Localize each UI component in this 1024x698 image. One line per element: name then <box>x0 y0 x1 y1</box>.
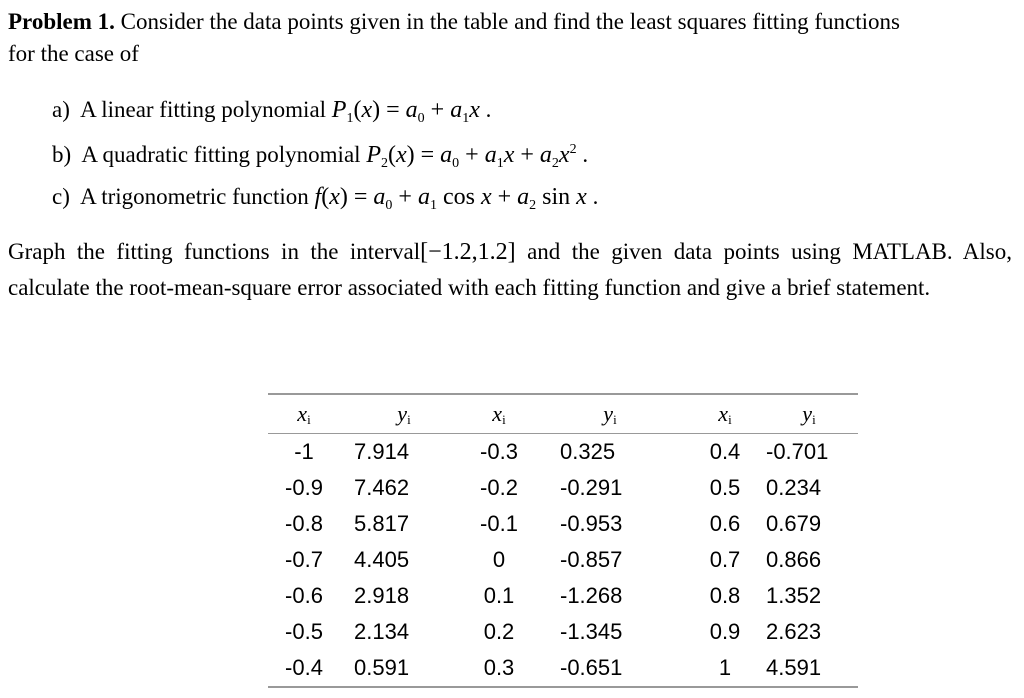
cell-y: 4.405 <box>354 547 410 572</box>
cell-y: 0.866 <box>766 547 822 572</box>
table-row <box>268 434 858 471</box>
cell-y: 2.623 <box>766 619 822 644</box>
table-header-row <box>268 394 858 434</box>
problem-label: Problem 1. <box>8 9 115 34</box>
interval: [−1.2,1.2] <box>420 239 516 265</box>
cell-y: 0.325 <box>560 439 616 464</box>
problem-intro: Consider the data points given in the table and find the least squares fitting functions <box>114 9 900 34</box>
item-a-marker: a) <box>52 97 70 122</box>
cell-y: -0.291 <box>560 475 623 500</box>
cell-x: -0.2 <box>480 475 518 500</box>
cell-y: 0.591 <box>354 655 410 680</box>
problem-statement-line2: for the case of <box>8 41 139 66</box>
cell-x: 0.5 <box>709 475 741 500</box>
cell-x: -0.6 <box>285 583 323 608</box>
cell-x: -0.7 <box>285 547 323 572</box>
cell-y: 0.234 <box>766 475 822 500</box>
cell-y: -0.701 <box>766 439 829 464</box>
cell-y: -0.953 <box>560 511 623 536</box>
table-row <box>268 470 858 506</box>
cell-x: 0.4 <box>709 439 741 464</box>
cell-y: 7.914 <box>354 439 410 464</box>
table-row <box>268 578 858 614</box>
header-y-1: yi <box>397 400 411 427</box>
cell-y: 1.352 <box>766 583 822 608</box>
header-x-2: xi <box>492 400 506 427</box>
table-row <box>268 542 858 578</box>
cell-x: 0.3 <box>483 655 515 680</box>
cell-x: 0 <box>492 547 506 572</box>
header-x-1: xi <box>297 400 311 427</box>
item-b-formula: $P_2(x) = a_0 + a_1x + a_2x^2$ <box>366 142 577 171</box>
cell-x: -1 <box>294 439 314 464</box>
table-row <box>268 650 858 687</box>
cell-x: -0.1 <box>480 511 518 536</box>
item-a: a) A linear fitting polynomial $P_1(x) = a_0 + a_1x$ . <box>52 97 492 126</box>
cell-y: -1.345 <box>560 619 623 644</box>
problem-statement-line1 <box>8 8 900 36</box>
instructions-part2: and the given data points using MATLAB. Also, calculate the root-mean-square error associated with each fitting function and give a brief statement. <box>8 239 1012 300</box>
cell-x: -0.4 <box>285 655 323 680</box>
cell-x: 0.8 <box>709 583 741 608</box>
cell-x: -0.5 <box>285 619 323 644</box>
cell-y: 2.134 <box>354 619 410 644</box>
data-table <box>268 393 858 688</box>
cell-x: 0.7 <box>709 547 741 572</box>
item-b-marker: b) <box>52 142 72 167</box>
header-y-3: yi <box>802 400 816 427</box>
cell-y: 2.918 <box>354 583 410 608</box>
cell-x: -0.8 <box>285 511 323 536</box>
item-c-text: A trigonometric function <box>80 184 315 209</box>
cell-x: 0.2 <box>483 619 515 644</box>
item-c: c) A trigonometric function $f(x) = a_0 + a_1$ $\cos x + a_2$ sin x . <box>52 184 599 213</box>
cell-x: 0.9 <box>709 619 741 644</box>
cell-y: 4.591 <box>766 655 822 680</box>
cell-x: -0.3 <box>480 439 518 464</box>
item-b-text: A quadratic fitting polynomial <box>81 142 367 167</box>
header-y-2: yi <box>603 400 617 427</box>
item-c-formula: $f(x) = a_0 + a_1$ $\cos x + a_2$ sin x <box>314 184 587 213</box>
table-row <box>268 614 858 650</box>
table-row <box>268 506 858 542</box>
cell-y: 0.679 <box>766 511 822 536</box>
cell-y: -0.651 <box>560 655 623 680</box>
cell-x: 0.1 <box>483 583 515 608</box>
header-x-3: xi <box>718 400 732 427</box>
instructions-part1: Graph the fitting functions in the interval <box>8 239 421 264</box>
cell-x: -0.9 <box>285 475 323 500</box>
cell-y: -1.268 <box>560 583 623 608</box>
cell-y: -0.857 <box>560 547 623 572</box>
item-b: b) A quadratic fitting polynomial $P_2(x) = a_0 + a_1x + a_2x^2$ . <box>52 142 589 171</box>
cell-x: 0.6 <box>709 511 741 536</box>
cell-y: 5.817 <box>354 511 410 536</box>
item-a-text: A linear fitting polynomial <box>80 97 332 122</box>
cell-x: 1 <box>718 655 732 680</box>
item-a-formula: $P_1(x) = a_0 + a_1x$ <box>331 97 480 126</box>
item-c-marker: c) <box>52 184 70 209</box>
cell-y: 7.462 <box>354 475 410 500</box>
instructions-paragraph <box>8 234 1012 305</box>
